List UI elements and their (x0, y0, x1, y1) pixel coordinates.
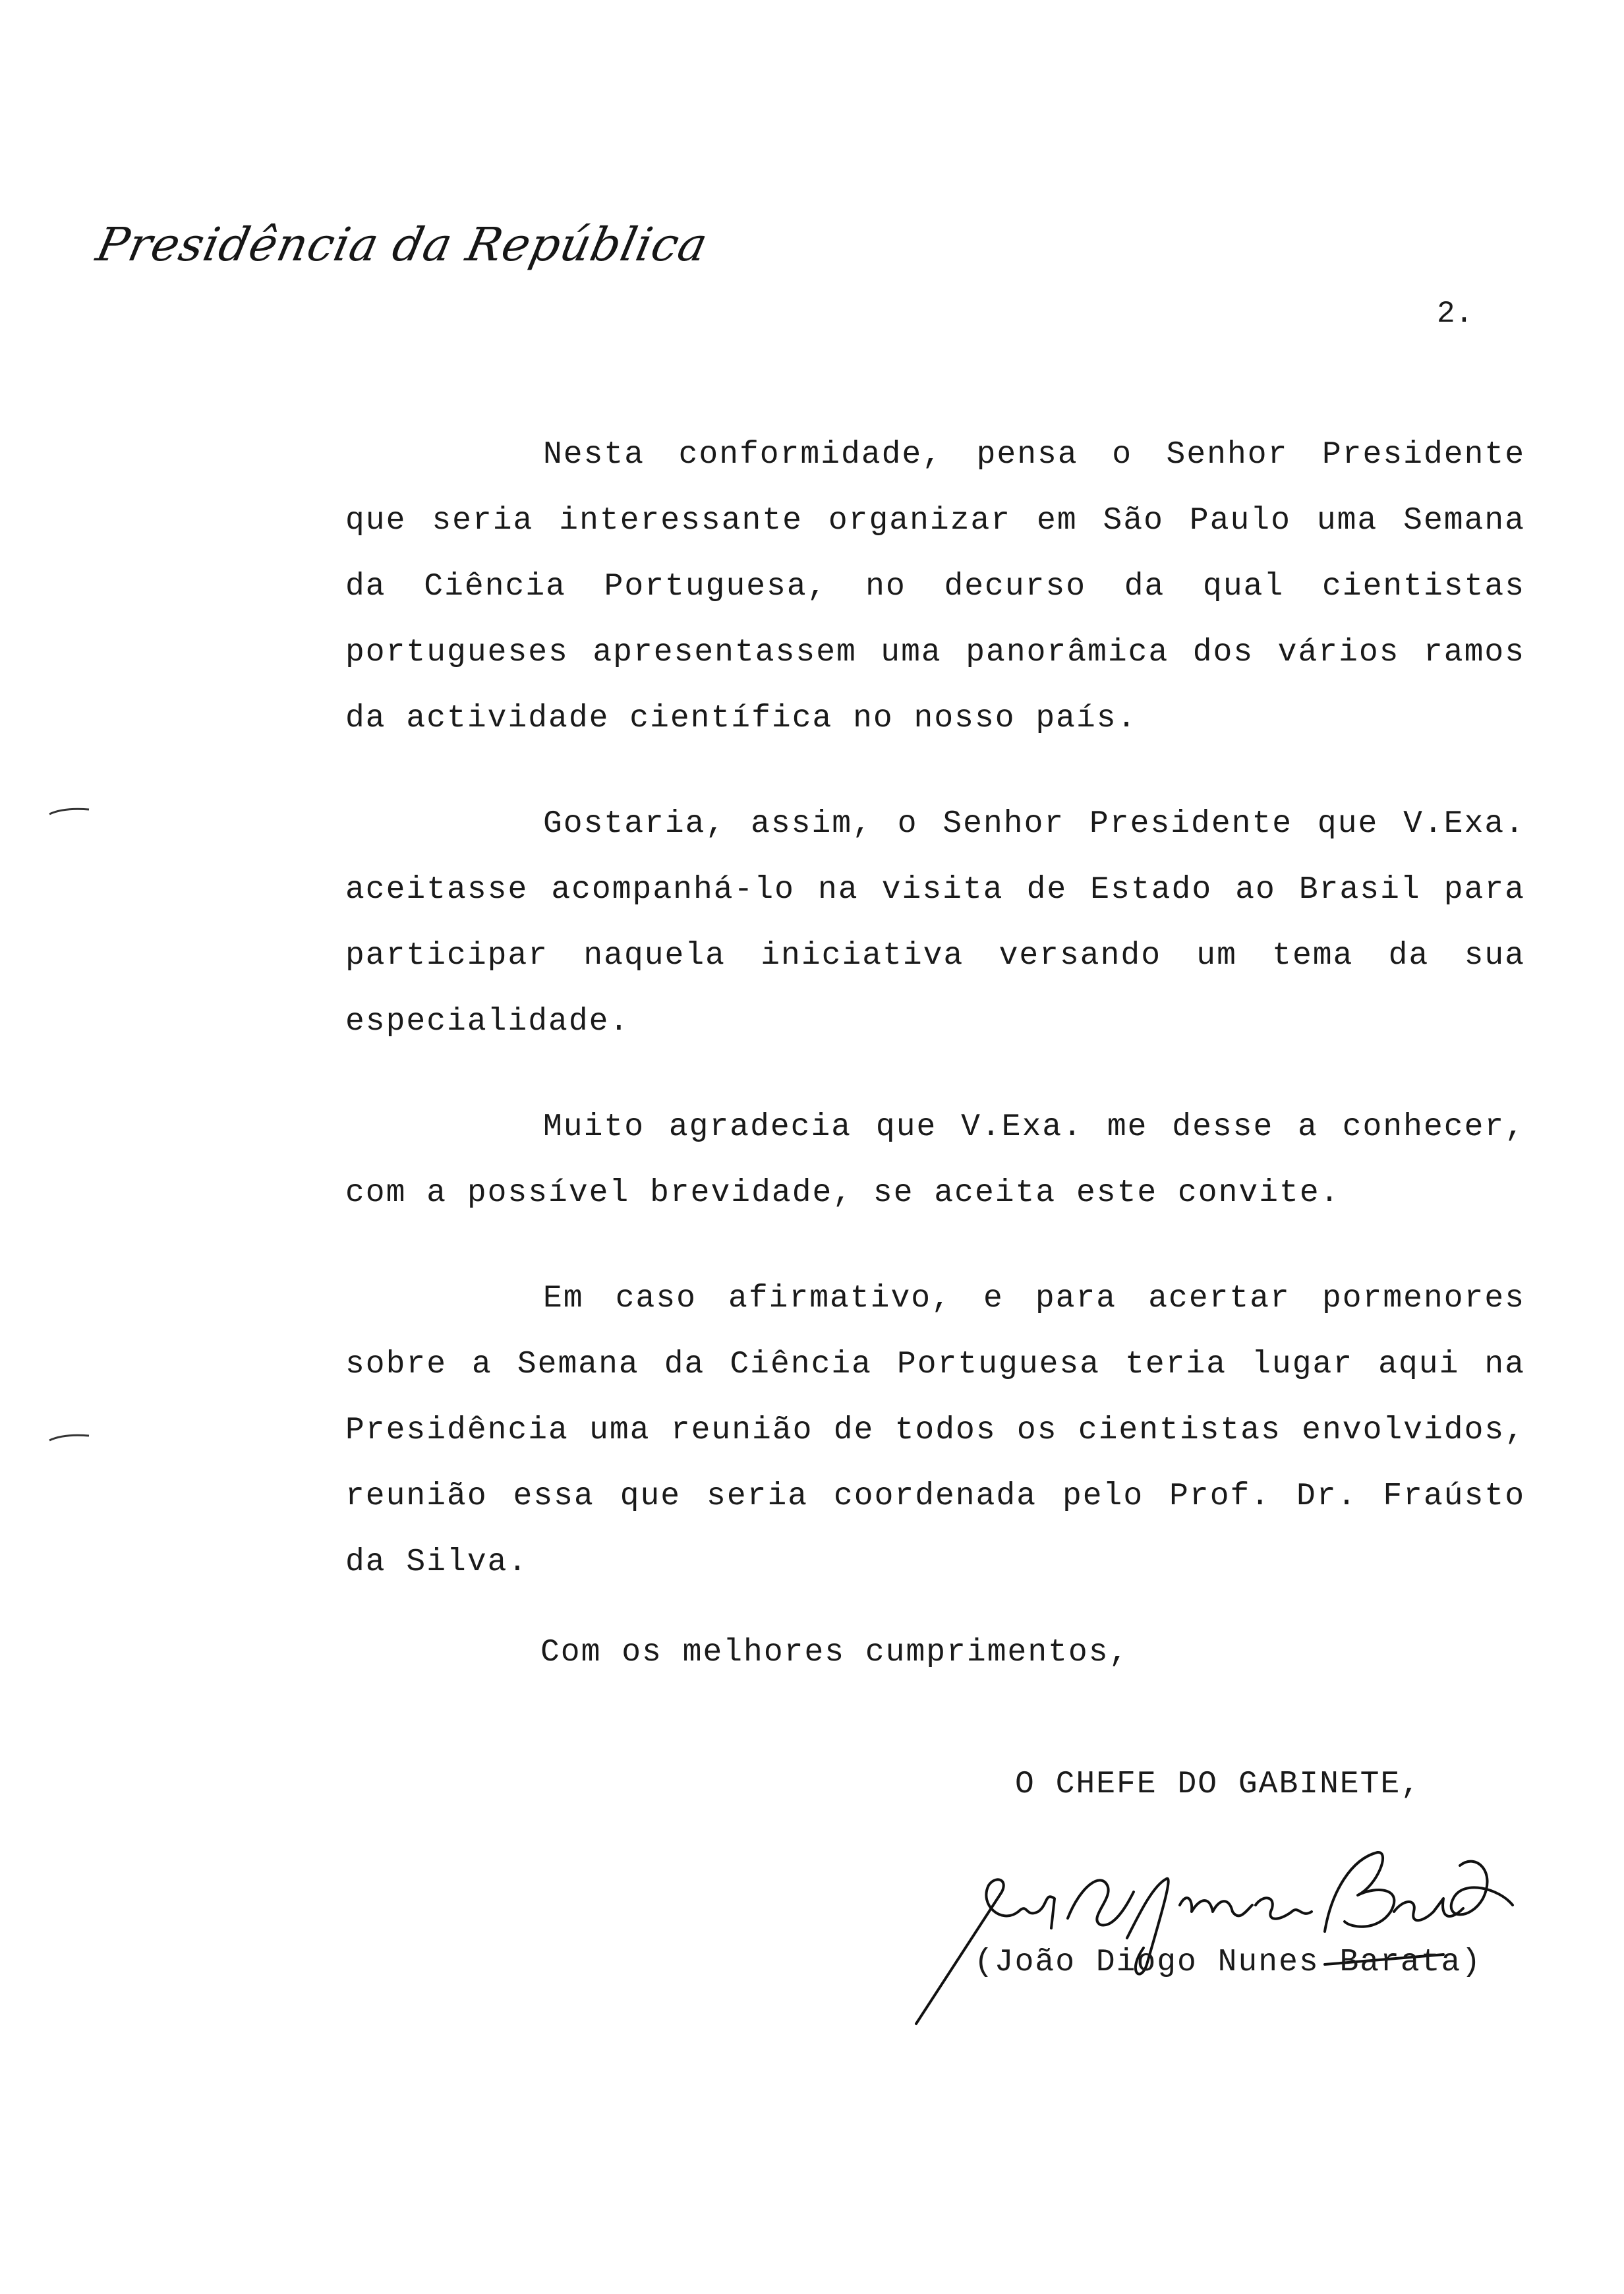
handwritten-signature (903, 1813, 1522, 2030)
paragraph-4: Em caso afirmativo, e para acertar pormenores sobre a Semana da Ciência Portuguesa teria lugar aqui na Presidência uma reunião de todos os cientistas envolvidos, reunião essa que seria coordenada pelo Prof. Dr. Fraústo da Silva. (345, 1281, 1525, 1580)
margin-mark-2 (46, 1430, 92, 1444)
page-number: 2. (1437, 297, 1474, 331)
paragraph-1: Nesta conformidade, pensa o Senhor Presidente que seria interessante organizar em São Paulo uma Semana da Ciência Portuguesa, no decurso da qual cientistas portugueses apresentassem uma panorâmica dos vários ramos da actividade científica no nosso país. (345, 437, 1525, 736)
signatory-title: O CHEFE DO GABINETE, (1015, 1767, 1422, 1802)
margin-mark-1 (46, 804, 92, 817)
paragraph-2: Gostaria, assim, o Senhor Presidente que V.Exa. aceitasse acompanhá-lo na visita de Estado ao Brasil para participar naquela iniciativa versando um tema da sua especialidade. (345, 806, 1525, 1040)
paragraph-3: Muito agradecia que V.Exa. me desse a conhecer, com a possível brevidade, se aceita este convite. (345, 1109, 1525, 1211)
signatory-name: (João Diogo Nunes Barata) (974, 1945, 1482, 1980)
closing-line: Com os melhores cumprimentos, (540, 1635, 1130, 1670)
letterhead: Presidência da República (92, 218, 713, 272)
